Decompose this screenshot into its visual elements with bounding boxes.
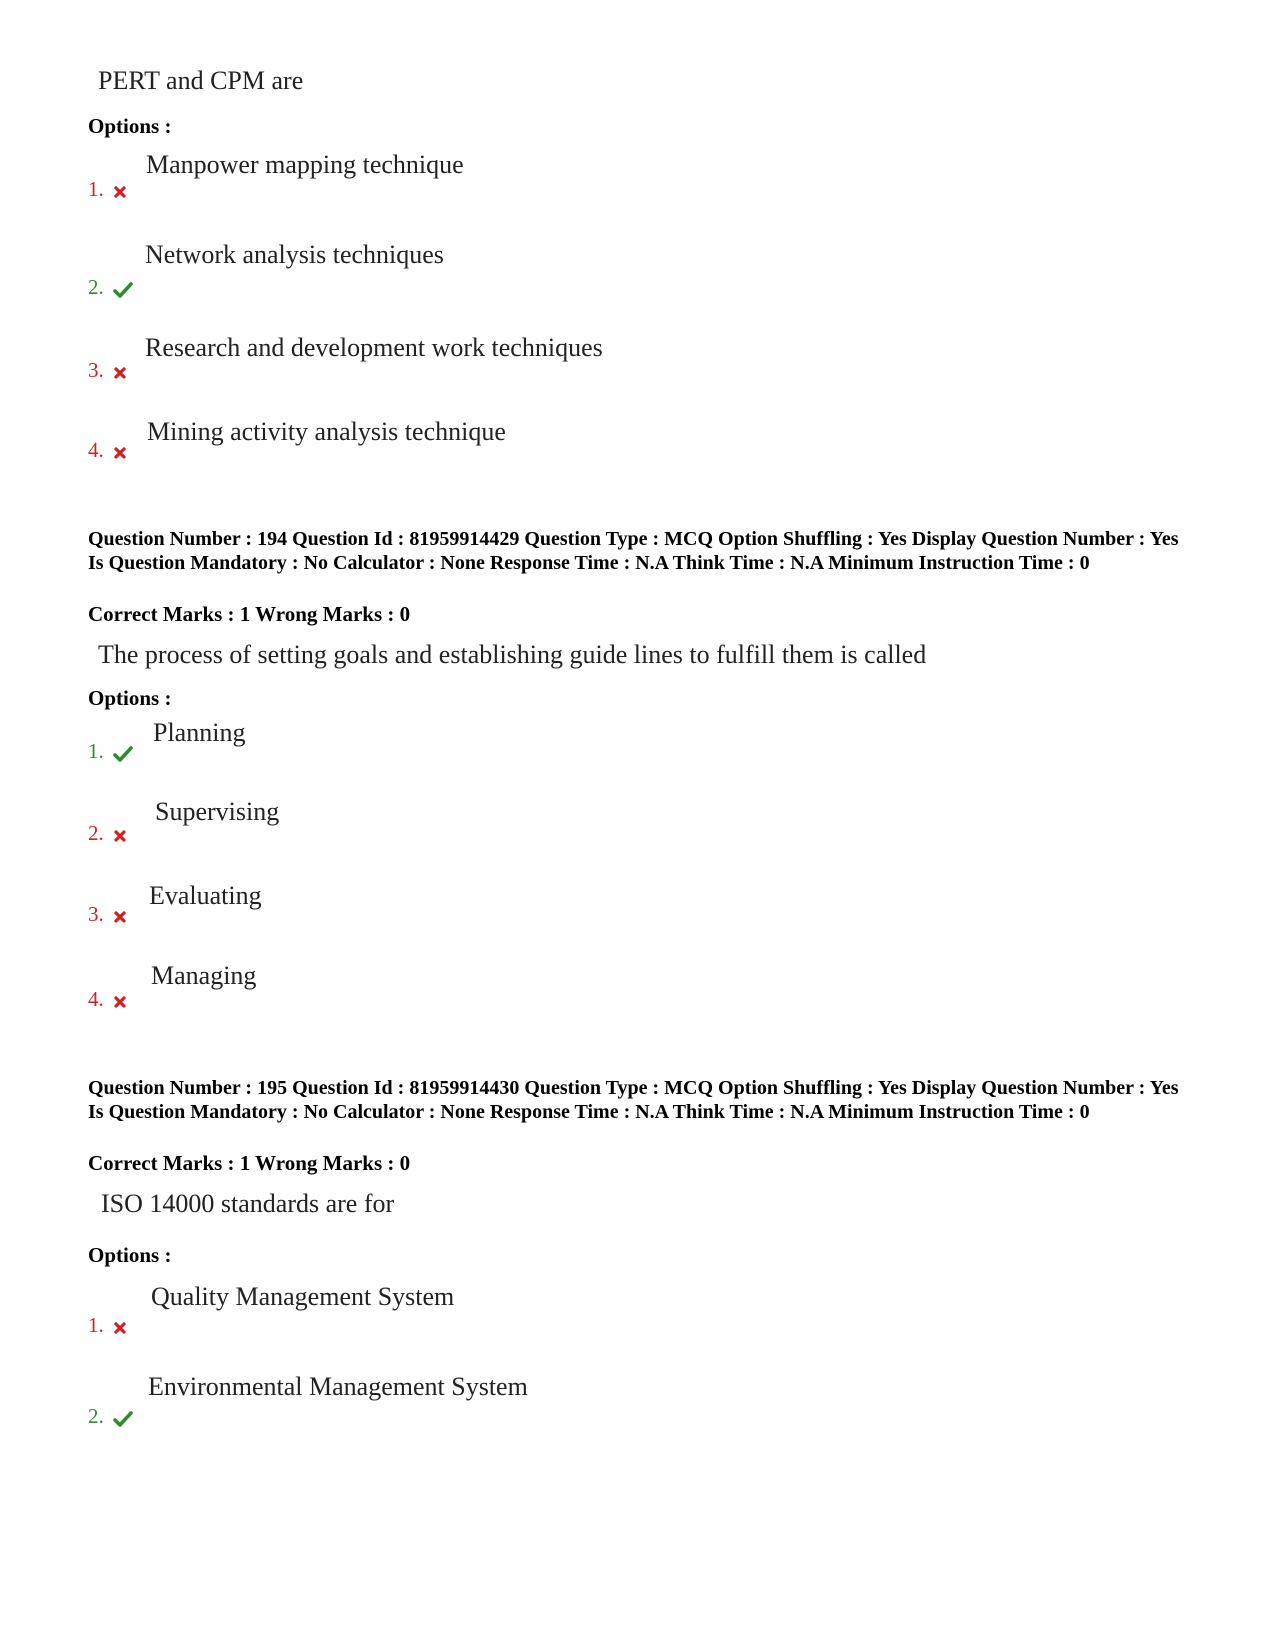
question-stem: The process of setting goals and establishing guide lines to fulfill them is called bbox=[98, 640, 927, 669]
option-text: Quality Management System bbox=[151, 1282, 455, 1311]
question-meta: Question Number : 195 Question Id : 81959914430 Question Type : MCQ Option Shuffling : Yes Display Question Number : Yes Is Question Mandatory : No Calculator : None Response Time : N.A Think Time : N.A Minimum Instruction Time : 0 bbox=[88, 1077, 1179, 1123]
option-number: 3. bbox=[88, 902, 104, 926]
option-number: 2. bbox=[88, 275, 104, 299]
cross-icon bbox=[113, 995, 127, 1009]
option-number: 1. bbox=[88, 739, 104, 763]
option-text: Network analysis techniques bbox=[145, 240, 444, 269]
option-text: Planning bbox=[153, 718, 246, 747]
option-text: Research and development work techniques bbox=[145, 333, 603, 362]
cross-icon bbox=[113, 446, 127, 460]
check-icon bbox=[113, 281, 133, 299]
option-text: Manpower mapping technique bbox=[146, 150, 464, 179]
option-number: 4. bbox=[88, 438, 104, 462]
option-text: Managing bbox=[151, 961, 257, 990]
cross-icon bbox=[113, 185, 127, 199]
option-marker bbox=[88, 275, 133, 300]
options-label: Options : bbox=[88, 1243, 172, 1267]
marks-info: Correct Marks : 1 Wrong Marks : 0 bbox=[88, 1151, 411, 1175]
option-text: Mining activity analysis technique bbox=[147, 417, 506, 446]
option-number: 1. bbox=[88, 177, 104, 201]
cross-icon bbox=[113, 1321, 127, 1335]
option-number: 4. bbox=[88, 987, 104, 1011]
check-icon bbox=[113, 1410, 133, 1428]
option-number: 2. bbox=[88, 821, 104, 845]
question-stem: ISO 14000 standards are for bbox=[101, 1189, 395, 1218]
option-marker bbox=[88, 1404, 133, 1429]
cross-icon bbox=[113, 829, 127, 843]
option-marker bbox=[88, 358, 127, 383]
option-marker bbox=[88, 987, 127, 1012]
options-label: Options : bbox=[88, 686, 172, 710]
check-icon bbox=[113, 745, 133, 763]
option-text: Evaluating bbox=[149, 881, 262, 910]
option-marker bbox=[88, 902, 127, 927]
option-number: 2. bbox=[88, 1404, 104, 1428]
option-text: Environmental Management System bbox=[148, 1372, 528, 1401]
option-number: 1. bbox=[88, 1313, 104, 1337]
question-stem: PERT and CPM are bbox=[98, 66, 304, 95]
cross-icon bbox=[113, 366, 127, 380]
option-marker bbox=[88, 177, 127, 202]
marks-info: Correct Marks : 1 Wrong Marks : 0 bbox=[88, 602, 411, 626]
option-marker bbox=[88, 821, 127, 846]
option-marker bbox=[88, 438, 127, 463]
cross-icon bbox=[113, 910, 127, 924]
question-meta: Question Number : 194 Question Id : 81959914429 Question Type : MCQ Option Shuffling : Yes Display Question Number : Yes Is Question Mandatory : No Calculator : None Response Time : N.A Think Time : N.A Minimum Instruction Time : 0 bbox=[88, 528, 1179, 574]
option-text: Supervising bbox=[155, 797, 280, 826]
option-marker bbox=[88, 1313, 127, 1338]
option-marker bbox=[88, 739, 133, 764]
options-label: Options : bbox=[88, 114, 172, 138]
option-number: 3. bbox=[88, 358, 104, 382]
